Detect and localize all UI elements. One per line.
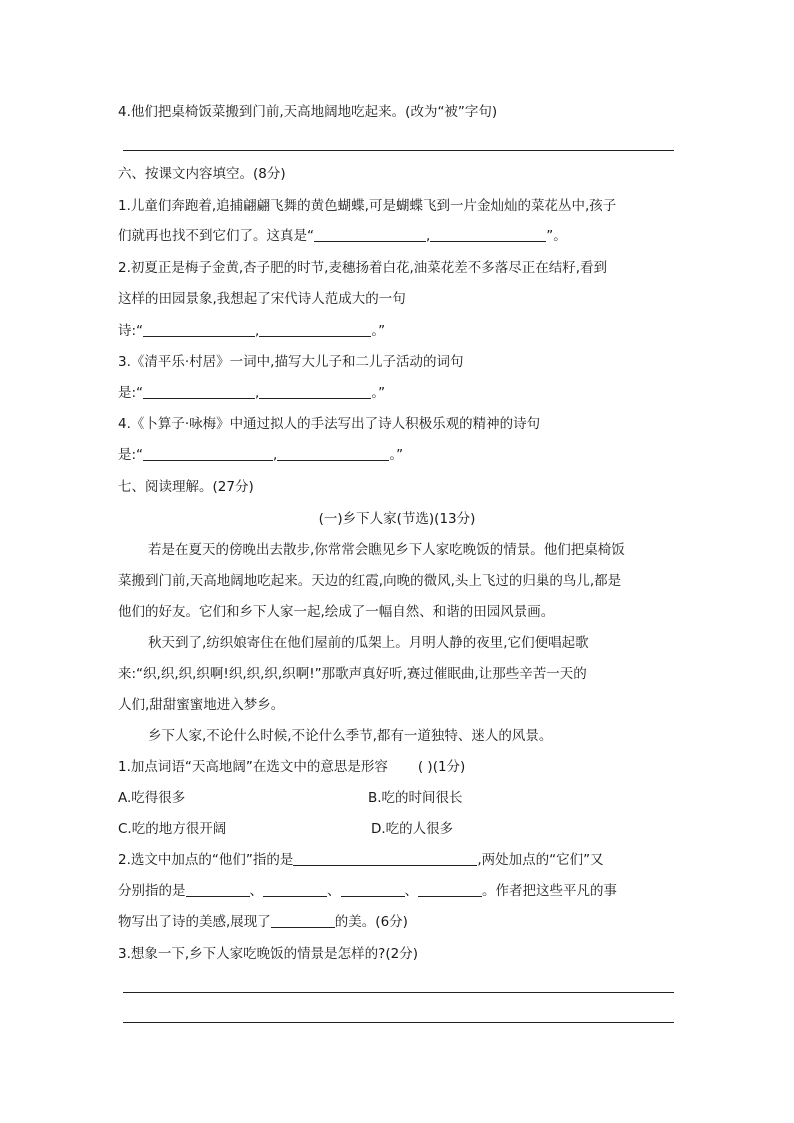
- fill-blank[interactable]: [186, 882, 250, 897]
- text: 诗:“: [118, 323, 144, 339]
- fill-blank[interactable]: [277, 446, 389, 461]
- section-6-item-2-line-1: 2.初夏正是梅子金黄,杏子肥的时节,麦穗扬着白花,油菜花差不多落尽正在结籽,看到: [118, 260, 608, 276]
- text: 们就再也找不到它们了。这真是“: [118, 228, 314, 244]
- passage-p1-line-1: 若是在夏天的傍晚出去散步,你常常会瞧见乡下人家吃晚饭的情景。他们把桌椅饭: [148, 542, 625, 558]
- passage-p3-line-1: 乡下人家,不论什么时候,不论什么季节,都有一道独特、迷人的风景。: [148, 728, 553, 744]
- text: 的美。(6分): [334, 914, 408, 930]
- option-c[interactable]: C.吃的地方很开阔: [118, 821, 227, 837]
- section-6-item-2-line-3: [118, 322, 385, 340]
- passage-p1-line-3: 他们的好友。它们和乡下人家一起,绘成了一幅自然、和谐的田园风景画。: [118, 604, 555, 620]
- fill-blank[interactable]: [143, 322, 255, 337]
- section-6-item-1-line-2: [118, 227, 567, 245]
- fill-blank[interactable]: [263, 882, 327, 897]
- fill-blank[interactable]: [259, 384, 371, 399]
- option-a[interactable]: A.吃得很多: [118, 790, 186, 806]
- text: ,: [255, 385, 260, 401]
- text: 2.选文中加点的“他们”指的是: [118, 852, 294, 868]
- question-4-conversion: 4.他们把桌椅饭菜搬到门前,天高地阔地吃起来。(改为“被”字句): [118, 104, 498, 120]
- text: 是:“: [118, 447, 144, 463]
- answer-line[interactable]: [123, 1022, 674, 1023]
- text: ,: [255, 323, 260, 339]
- reading-question-3: 3.想象一下,乡下人家吃晚饭的情景是怎样的?(2分): [118, 946, 418, 962]
- text: ,: [426, 228, 431, 244]
- text: 分别指的是: [118, 883, 186, 899]
- passage-p2-line-2: 来:“织,织,织,织啊!织,织,织,织啊!”那歌声真好听,赛过催眠曲,让那些辛苦一天的: [118, 666, 587, 682]
- text: ”。: [546, 228, 567, 244]
- text: ,两处加点的“它们”又: [477, 852, 604, 868]
- text: 、: [249, 883, 263, 899]
- fill-blank[interactable]: [293, 851, 477, 866]
- reading-question-2-line-1: [118, 851, 604, 869]
- text: 、: [327, 883, 341, 899]
- option-b[interactable]: B.吃的时间很长: [368, 790, 463, 806]
- fill-blank[interactable]: [271, 913, 335, 928]
- fill-blank[interactable]: [341, 882, 405, 897]
- reading-question-2-line-2: [118, 882, 617, 900]
- text: 1.加点词语“天高地阔”在选文中的意思是形容: [118, 759, 388, 775]
- section-6-title: 六、按课文内容填空。(8分): [118, 166, 286, 182]
- option-d[interactable]: D.吃的人很多: [371, 821, 454, 837]
- text: 、: [404, 883, 418, 899]
- section-6-item-1-line-1: 1.儿童们奔跑着,追捕翩翩飞舞的黄色蝴蝶,可是蝴蝶飞到一片金灿灿的菜花丛中,孩子: [118, 198, 617, 214]
- reading-question-1: [118, 758, 465, 776]
- text: ,: [273, 447, 278, 463]
- fill-blank[interactable]: [259, 322, 371, 337]
- section-6-item-3-line-1: 3.《清平乐·村居》一词中,描写大儿子和二儿子活动的词句: [118, 354, 464, 370]
- section-7-title: 七、阅读理解。(27分): [118, 479, 254, 495]
- fill-blank[interactable]: [314, 227, 426, 242]
- section-6-item-3-line-2: [118, 384, 385, 402]
- text: 物写出了诗的美感,展现了: [118, 914, 271, 930]
- passage-title: (一)乡下人家(节选)(13分): [318, 511, 476, 527]
- passage-p2-line-3: 人们,甜甜蜜蜜地进入梦乡。: [118, 697, 285, 713]
- passage-p2-line-1: 秋天到了,纺织娘寄住在他们屋前的瓜架上。月明人静的夜里,它们便唱起歌: [148, 635, 589, 651]
- fill-blank[interactable]: [143, 384, 255, 399]
- answer-line[interactable]: [123, 150, 674, 151]
- section-6-item-4-line-1: 4.《卜算子·咏梅》中通过拟人的手法写出了诗人积极乐观的精神的诗句: [118, 416, 541, 432]
- reading-question-2-line-3: [118, 913, 408, 931]
- fill-blank[interactable]: [430, 227, 546, 242]
- section-6-item-4-line-2: [118, 446, 403, 464]
- text: 。”: [371, 385, 386, 401]
- text: 。”: [389, 447, 404, 463]
- fill-blank[interactable]: [143, 446, 273, 461]
- answer-line[interactable]: [123, 992, 674, 993]
- passage-p1-line-2: 菜搬到门前,天高地阔地吃起来。天边的红霞,向晚的微风,头上飞过的归巢的鸟儿,都是: [118, 573, 622, 589]
- fill-blank[interactable]: [418, 882, 482, 897]
- text: 。”: [371, 323, 386, 339]
- section-6-item-2-line-2: 这样的田园景象,我想起了宋代诗人范成大的一句: [118, 291, 406, 307]
- text: 。作者把这些平凡的事: [482, 883, 617, 899]
- text: 是:“: [118, 385, 144, 401]
- answer-paren[interactable]: ( )(1分): [417, 759, 466, 775]
